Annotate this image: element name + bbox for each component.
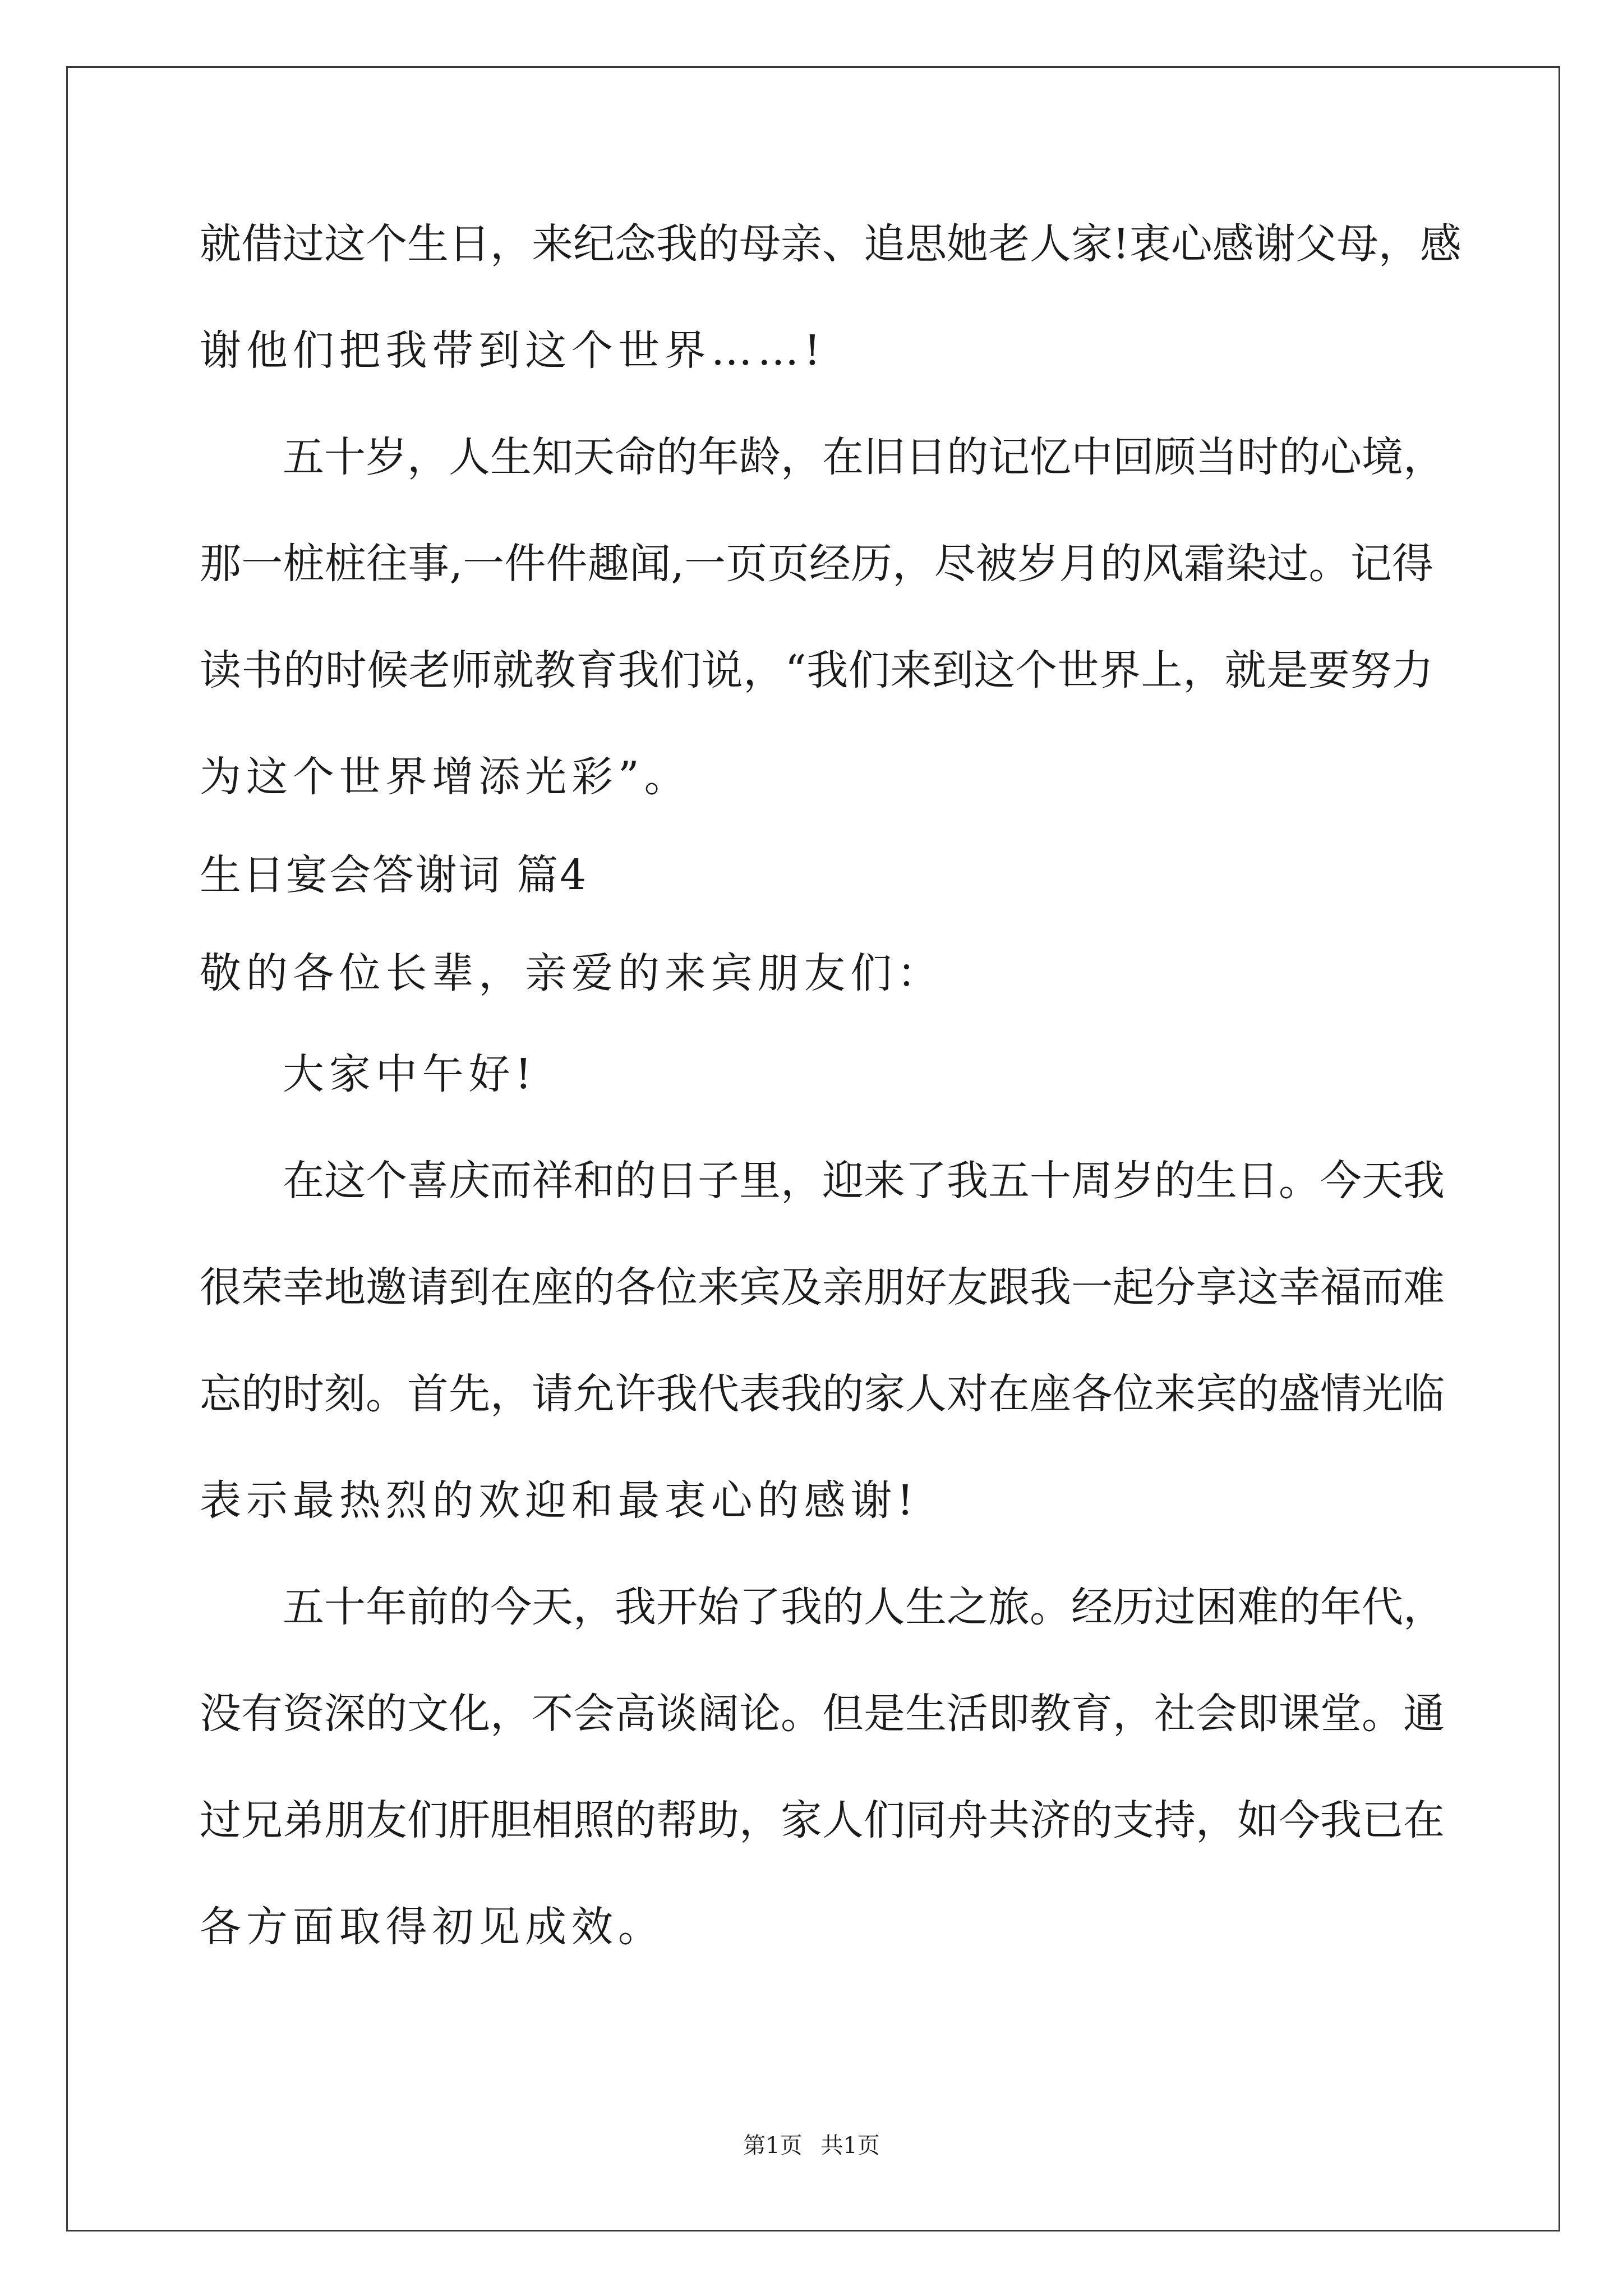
- paragraph-line: 过兄弟朋友们肝胆相照的帮助，家人们同舟共济的支持，如今我已在: [200, 1796, 1445, 1844]
- paragraph-line: 五十岁，人生知天命的年龄，在旧日的记忆中回顾当时的心境，: [283, 433, 1445, 481]
- paragraph-line: 谢他们把我带到这个世界……!: [200, 326, 826, 375]
- page-total: 共1页: [820, 2133, 880, 2159]
- paragraph-line: 为这个世界增添光彩”。: [200, 753, 691, 801]
- paragraph-line: 读书的时候老师就教育我们说，“我们来到这个世界上，就是要努力: [200, 646, 1433, 694]
- paragraph-line: 很荣幸地邀请到在座的各位来宾及亲朋好友跟我一起分享这幸福而难: [200, 1263, 1445, 1312]
- salutation: 敬的各位长辈，亲爱的来宾朋友们：: [200, 949, 944, 997]
- paragraph-line: 五十年前的今天，我开始了我的人生之旅。经历过困难的年代，: [283, 1583, 1445, 1631]
- paragraph-line: 就借过这个生日，来纪念我的母亲、追思她老人家!衷心感谢父母，感: [200, 220, 1461, 268]
- paragraph-line: 没有资深的文化，不会高谈阔论。但是生活即教育，社会即课堂。通: [200, 1690, 1445, 1738]
- page-number: 第1页: [743, 2133, 803, 2159]
- greeting: 大家中午好!: [283, 1050, 537, 1098]
- paragraph-line: 表示最热烈的欢迎和最衷心的感谢!: [200, 1476, 919, 1525]
- paragraph-line: 各方面取得初见成效。: [200, 1903, 665, 1951]
- section-heading: 生日宴会答谢词 篇4: [200, 851, 588, 899]
- paragraph-line: 在这个喜庆而祥和的日子里，迎来了我五十周岁的生日。今天我: [283, 1157, 1445, 1205]
- page-footer: [0, 2132, 1623, 2160]
- paragraph-line: 忘的时刻。首先，请允许我代表我的家人对在座各位来宾的盛情光临: [200, 1370, 1445, 1418]
- paragraph-line: 那一桩桩往事,一件件趣闻,一页页经历，尽被岁月的风霜染过。记得: [200, 540, 1433, 588]
